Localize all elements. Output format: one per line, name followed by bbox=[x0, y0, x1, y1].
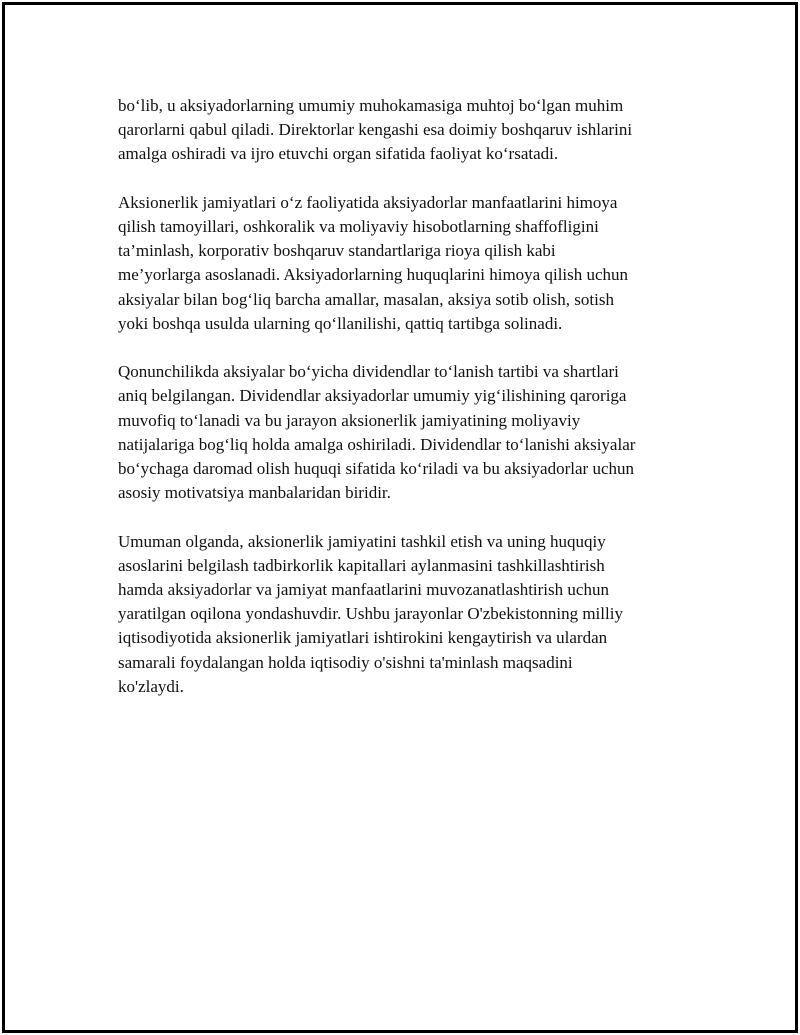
text-line: ta’minlash, korporativ boshqaruv standartlariga rioya qilish kabi bbox=[118, 241, 556, 261]
text-line: qilish tamoyillari, oshkoralik va moliyaviy hisobotlarning shaffofligini bbox=[118, 217, 599, 236]
text-line: aniq belgilangan. Dividendlar aksiyadorlar umumiy yig‘ilishining qaroriga bbox=[118, 386, 627, 406]
document-body bbox=[118, 94, 698, 723]
text-line: natijalariga bog‘liq holda amalga oshiriladi. Dividendlar to‘lanishi aksiyalar bbox=[118, 434, 636, 454]
paragraph-2 bbox=[118, 191, 698, 336]
text-line: me’yorlarga asoslanadi. Aksiyadorlarning huquqlarini himoya qilish uchun bbox=[118, 265, 629, 285]
text-line: bo‘ychaga daromad olish huquqi sifatida ko‘riladi va bu aksiyadorlar uchun bbox=[118, 459, 634, 479]
text-line: bo‘lib, u aksiyadorlarning umumiy muhokamasiga muhtoj bo‘lgan muhim bbox=[118, 96, 624, 115]
text-line: Aksionerlik jamiyatlari o‘z faoliyatida aksiyadorlar manfaatlarini himoya bbox=[118, 192, 618, 212]
text-line: Umuman olganda, aksionerlik jamiyatini tashkil etish va uning huquqiy bbox=[118, 531, 606, 551]
text-line: Qonunchilikda aksiyalar bo‘yicha dividendlar to‘lanish tartibi va shartlari bbox=[118, 362, 619, 382]
text-line: amalga oshiradi va ijro etuvchi organ sifatida faoliyat ko‘rsatadi. bbox=[118, 144, 559, 164]
text-line: aksiyalar bilan bog‘liq barcha amallar, masalan, aksiya sotib olish, sotish bbox=[118, 289, 614, 309]
text-line: ko'zlaydi. bbox=[118, 676, 184, 696]
text-line: yoki boshqa usulda ularning qo‘llanilishi, qattiq tartibga solinadi. bbox=[118, 313, 563, 333]
text-line: hamda aksiyadorlar va jamiyat manfaatlarini muvozanatlashtirish uchun bbox=[118, 580, 609, 600]
text-line: asosiy motivatsiya manbalaridan biridir. bbox=[118, 483, 391, 503]
paragraph-1 bbox=[118, 94, 698, 167]
paragraph-4 bbox=[118, 530, 698, 699]
text-line: qarorlarni qabul qiladi. Direktorlar kengashi esa doimiy boshqaruv ishlarini bbox=[118, 120, 633, 140]
text-line: muvofiq to‘lanadi va bu jarayon aksionerlik jamiyatining moliyaviy bbox=[118, 410, 581, 430]
text-line: iqtisodiyotida aksionerlik jamiyatlari ishtirokini kengaytirish va ulardan bbox=[118, 628, 608, 648]
text-line: samarali foydalangan holda iqtisodiy o'sishni ta'minlash maqsadini bbox=[118, 652, 573, 672]
paragraph-3 bbox=[118, 360, 698, 505]
text-line: yaratilgan oqilona yondashuvdir. Ushbu jarayonlar O'zbekistonning milliy bbox=[118, 604, 623, 624]
text-line: asoslarini belgilash tadbirkorlik kapitallari aylanmasini tashkillashtirish bbox=[118, 555, 605, 575]
